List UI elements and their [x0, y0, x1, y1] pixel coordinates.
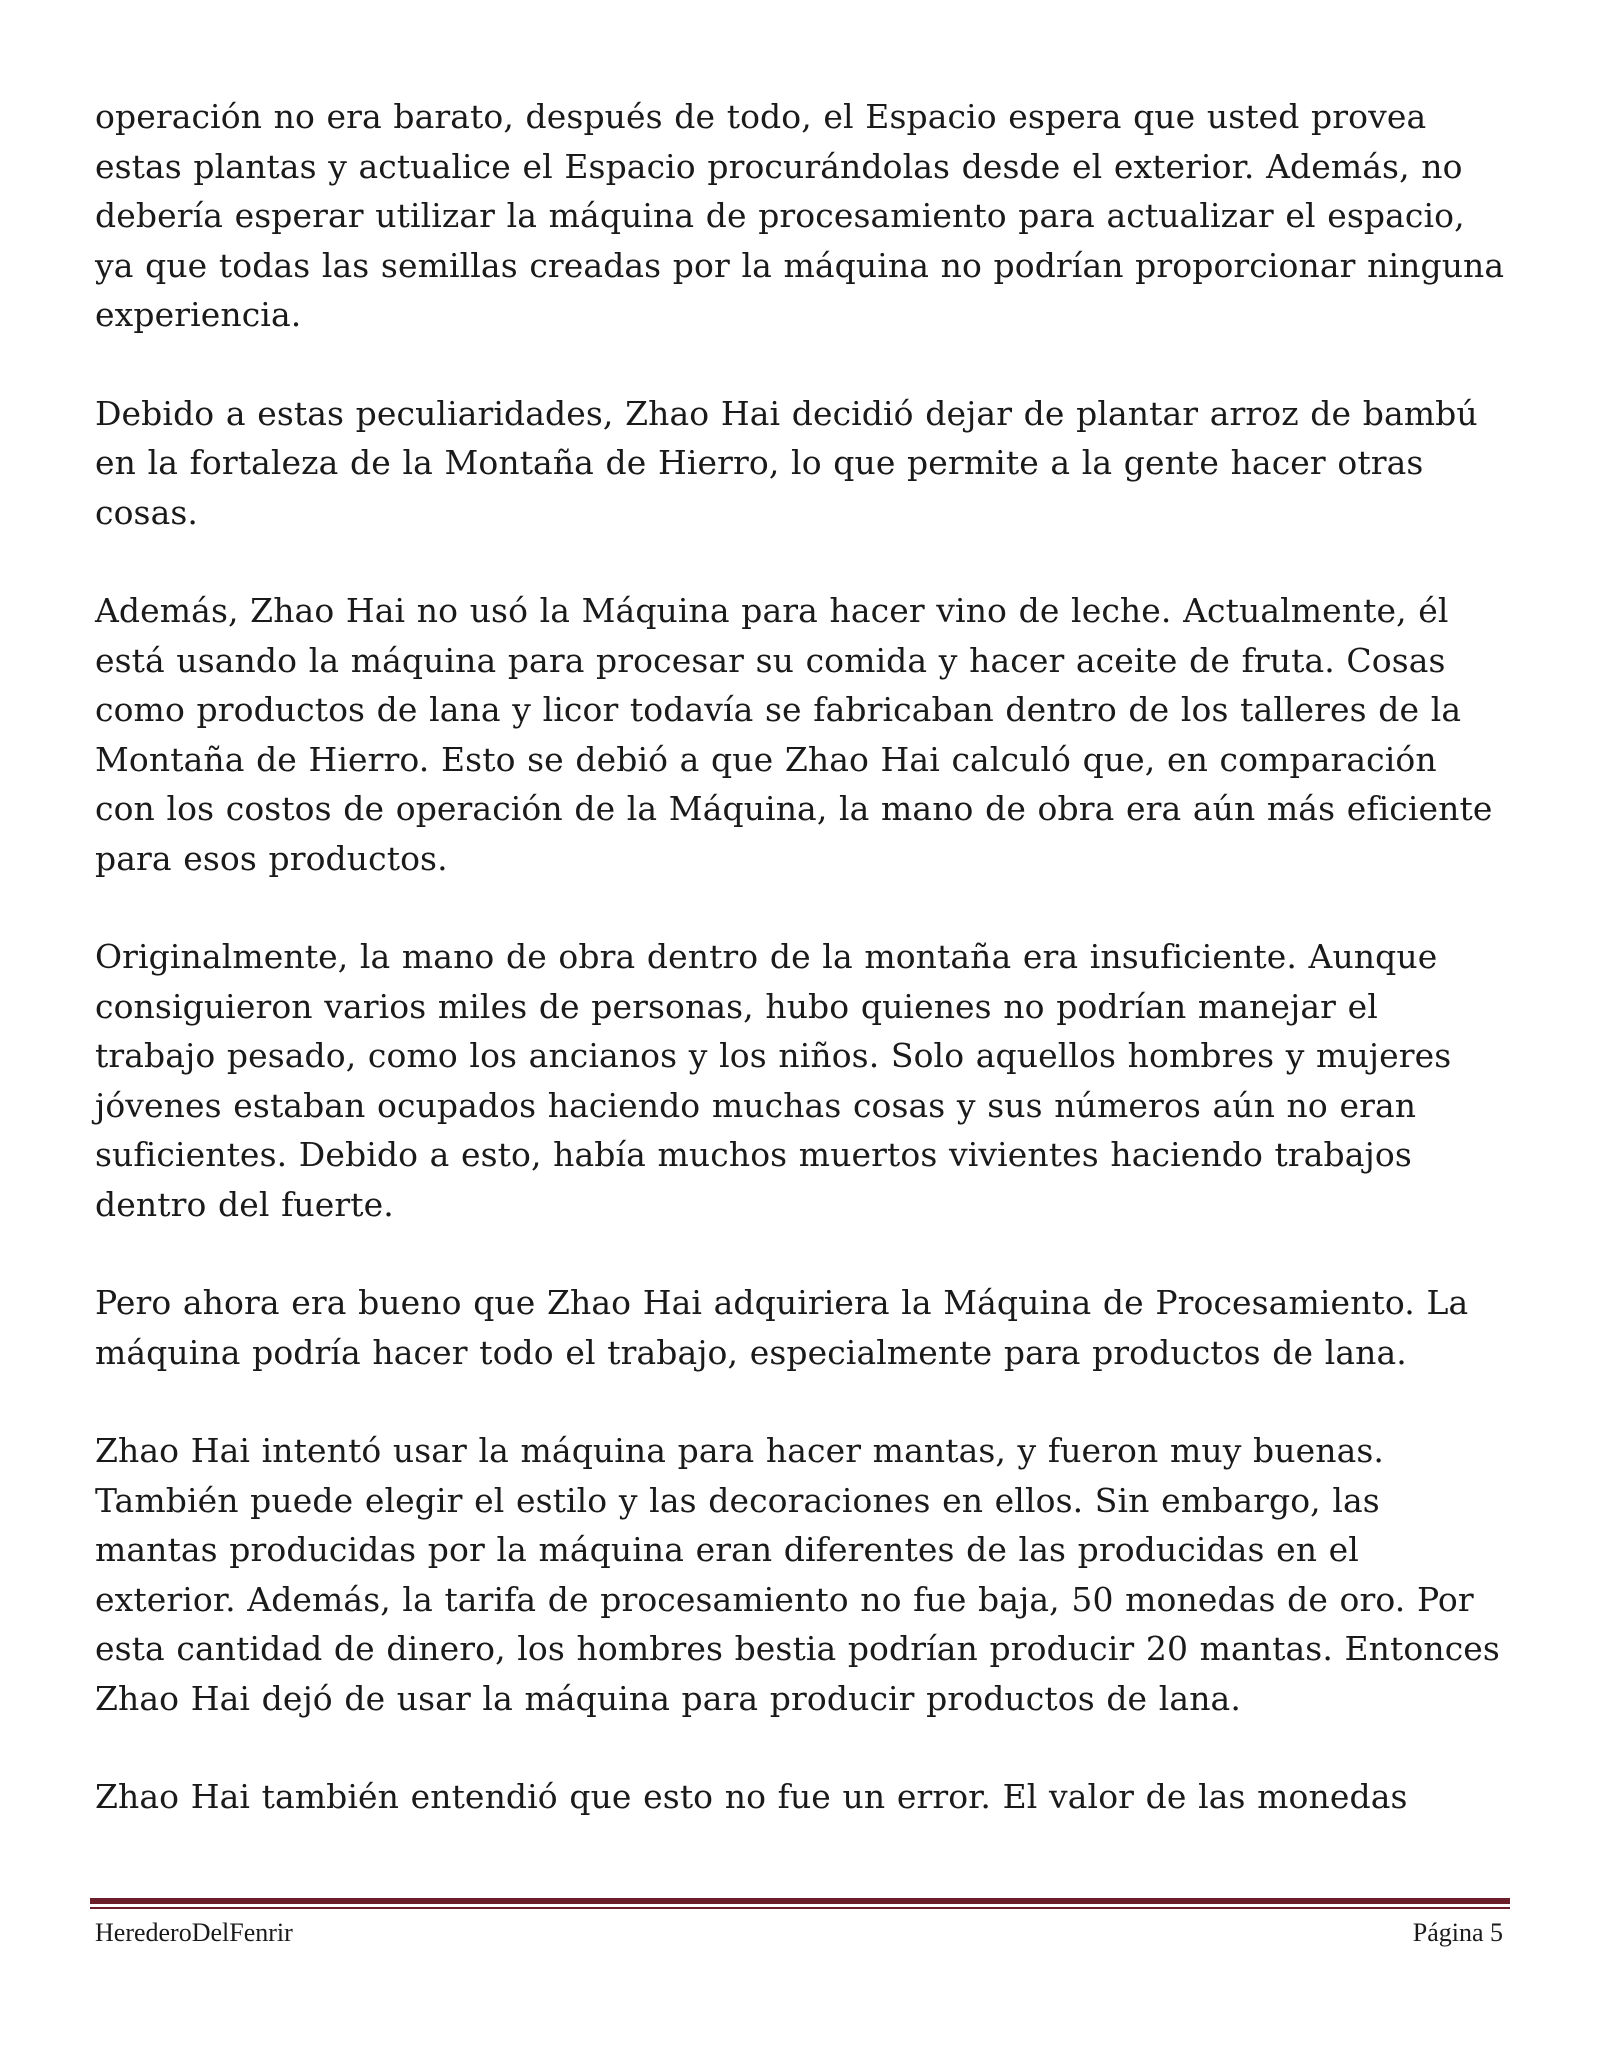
paragraph-7: Zhao Hai también entendió que esto no fue un error. El valor de las monedas — [95, 1777, 1408, 1816]
footer-author: HerederoDelFenrir — [95, 1918, 293, 1947]
paragraph-2: Debido a estas peculiaridades, Zhao Hai decidió dejar de plantar arroz de bambú en la fortaleza de la Montaña de Hierro, lo que permite a la gente hacer otras cosas. — [95, 393, 1478, 532]
footer-divider-thick-line — [90, 1898, 1510, 1904]
footer-page-number: Página 5 — [1412, 1918, 1503, 1947]
paragraph-3: Además, Zhao Hai no usó la Máquina para hacer vino de leche. Actualmente, él está usando la máquina para procesar su comida y hacer aceite de fruta. Cosas como productos de lana y licor todavía se fabricaban dentro de los talleres de la Montaña de Hierro. Esto se debió a que Zhao Hai calculó que, en comparación con los costos de operación de la Máquina, la mano de obra era aún más eficiente para esos productos. — [95, 591, 1493, 878]
footer-divider-thin-line — [90, 1907, 1510, 1909]
paragraph-4: Originalmente, la mano de obra dentro de la montaña era insuficiente. Aunque consiguieron varios miles de personas, hubo quienes no podrían manejar el trabajo pesado, como los ancianos y los niños. Solo aquellos hombres y mujeres jóvenes estaban ocupados haciendo muchas cosas y sus números aún no eran suficientes. Debido a esto, había muchos muertos vivientes haciendo trabajos dentro del fuerte. — [95, 937, 1452, 1224]
paragraph-1: operación no era barato, después de todo, el Espacio espera que usted provea estas plantas y actualice el Espacio procurándolas desde el exterior. Además, no debería esperar utilizar la máquina de procesamiento para actualizar el espacio, ya que todas las semillas creadas por la máquina no podrían proporcionar ninguna experiencia. — [95, 97, 1505, 334]
paragraph-6: Zhao Hai intentó usar la máquina para hacer mantas, y fueron muy buenas. También puede elegir el estilo y las decoraciones en ellos. Sin embargo, las mantas producidas por la máquina eran diferentes de las producidas en el exterior. Además, la tarifa de procesamiento no fue baja, 50 monedas de oro. Por esta cantidad de dinero, los hombres bestia podrían producir 20 mantas. Entonces Zhao Hai dejó de usar la máquina para producir productos de lana. — [95, 1431, 1500, 1718]
document-body — [95, 92, 1505, 1871]
footer-divider — [90, 1898, 1510, 1912]
paragraph-5: Pero ahora era bueno que Zhao Hai adquiriera la Máquina de Procesamiento. La máquina podría hacer todo el trabajo, especialmente para productos de lana. — [95, 1283, 1469, 1372]
